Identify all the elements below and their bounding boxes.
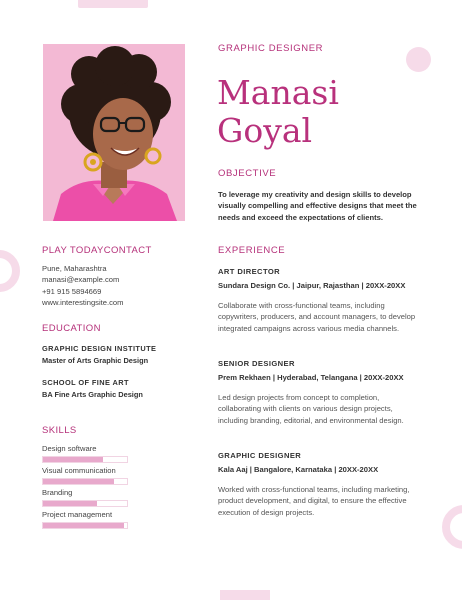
job-role: SENIOR DESIGNER <box>218 359 295 368</box>
experience-heading: EXPERIENCE <box>218 245 286 256</box>
person-name <box>217 74 339 150</box>
skill-bar <box>42 456 128 463</box>
skill-label: Visual communication <box>42 466 116 475</box>
objective-text: To leverage my creativity and design skills to develop visually compelling and effective designs that meet the needs and exceed the expectations of clients. <box>218 190 417 222</box>
contact-email[interactable]: manasi@example.com <box>42 275 120 285</box>
job-description: Worked with cross-functional teams, including marketing, product development, and digital, to ensure the effective execution of design projects. <box>218 485 410 517</box>
experience-item <box>218 267 423 334</box>
contact-info <box>42 263 123 308</box>
contact-website[interactable]: www.interestingsite.com <box>42 297 124 307</box>
skill-item <box>42 466 128 485</box>
job-company: Prem Rekhaen | Hyderabad, Telangana | 20XX-20XX <box>218 373 404 382</box>
contact-phone: +91 915 5894669 <box>42 286 102 296</box>
degree-name: BA Fine Arts Graphic Design <box>42 390 143 399</box>
objective-heading: OBJECTIVE <box>218 168 277 179</box>
skill-bar-fill <box>43 501 97 506</box>
profile-photo <box>43 44 185 221</box>
decor-ring-right <box>442 505 462 549</box>
skill-bar-fill <box>43 479 114 484</box>
skill-item <box>42 488 128 507</box>
skill-label: Branding <box>42 488 73 497</box>
experience-item <box>218 359 423 426</box>
decor-bar-bottom <box>220 590 270 600</box>
job-company: Kala Aaj | Bangalore, Karnataka | 20XX-20XX <box>218 465 379 474</box>
job-description: Led design projects from concept to completion, collaborating with clients on various design projects, including branding, editorial, and environmental design. <box>218 393 404 425</box>
experience-item <box>218 451 423 518</box>
education-item <box>42 344 192 365</box>
decor-ring-left <box>0 250 20 292</box>
job-role: GRAPHIC DESIGNER <box>218 451 302 460</box>
education-item <box>42 378 192 399</box>
skill-item <box>42 444 128 463</box>
skill-label: Design software <box>42 444 97 453</box>
decor-circle <box>406 47 431 72</box>
skills-heading: SKILLS <box>42 425 77 436</box>
skill-bar <box>42 500 128 507</box>
skill-bar-fill <box>43 457 103 462</box>
last-name: Goyal <box>217 111 313 150</box>
contact-heading: PLAY TODAYCONTACT <box>42 245 152 256</box>
degree-name: Master of Arts Graphic Design <box>42 356 149 365</box>
school-name: GRAPHIC DESIGN INSTITUTE <box>42 344 157 353</box>
skill-bar-fill <box>43 523 124 528</box>
school-name: SCHOOL OF FINE ART <box>42 378 129 387</box>
job-description: Collaborate with cross-functional teams, including copywriters, producers, and account managers, to develop integrated campaigns across various media channels. <box>218 301 416 333</box>
job-title-kicker: GRAPHIC DESIGNER <box>218 43 324 54</box>
job-company: Sundara Design Co. | Jaipur, Rajasthan | 20XX-20XX <box>218 281 406 290</box>
education-heading: EDUCATION <box>42 323 101 334</box>
contact-location: Pune, Maharashtra <box>42 264 107 273</box>
decor-bar-top <box>78 0 148 8</box>
skill-bar <box>42 478 128 485</box>
skill-item <box>42 510 128 529</box>
skill-bar <box>42 522 128 529</box>
first-name: Manasi <box>217 73 339 112</box>
job-role: ART DIRECTOR <box>218 267 281 276</box>
skill-label: Project management <box>42 510 113 519</box>
